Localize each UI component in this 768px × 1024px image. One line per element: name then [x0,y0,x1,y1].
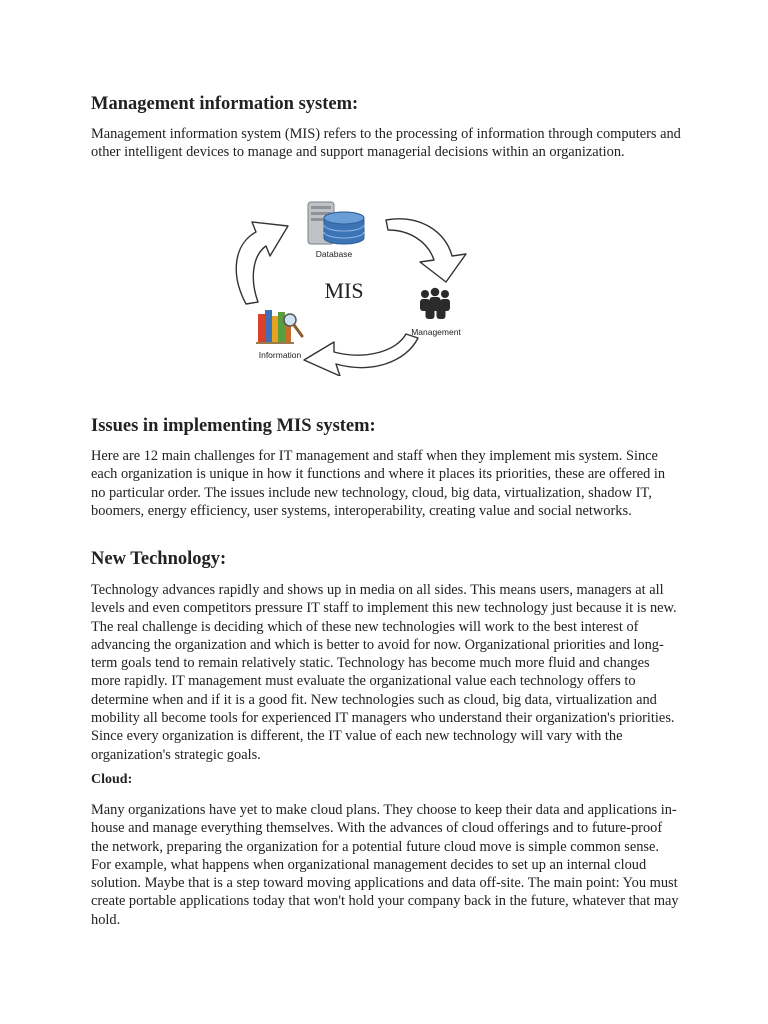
information-label: Information [258,350,302,360]
database-icon [308,202,364,244]
arrow-information-to-database-icon [236,222,288,304]
management-label: Management [411,327,461,337]
arrow-database-to-management-icon [386,219,466,282]
arrow-management-to-information-icon [304,334,418,376]
mis-paragraph: Management information system (MIS) refers to the processing of information through computers and other intelligent devices to manage and support managerial decisions within an organization. [91,126,681,161]
mis-center-label: MIS [324,278,364,303]
mis-cycle-svg [222,196,482,376]
information-books-icon [256,310,302,344]
management-people-icon [420,288,450,319]
cloud-paragraph: Many organizations have yet to make cloud plans. They choose to keep their data and applications in-house and manage everything themselves. With the advances of cloud offerings and to future-proof the network, preparing the organization for a potential future cloud move is simple common sense. For example, what happens when organizational management decides to set up an internal cloud solution. Maybe that is a step toward moving applications and data off-site. The main point: You must create portable applications today that won't hold your company back in the future, whatever that may hold. [91,802,679,928]
mis-heading: Management information system: [91,94,359,114]
database-label: Database [315,249,353,259]
new-technology-paragraph: Technology advances rapidly and shows up in media on all sides. This means users, managers at all levels and even competitors pressure IT staff to implement this new technology just because it is new. The real challenge is deciding which of these new technologies will work to the best interest of advancing the organization and which is better to avoid for now. Organizational priorities and long-term goals tend to remain relatively static. Technology has become much more fluid and changes more rapidly. IT management must evaluate the organizational value each technology offers to determine when and if it is a good fit. New technologies such as cloud, big data, virtualization and mobility all become tools for experienced IT managers who understand their organization's priorities. Since every organization is different, the IT value of each new technology will vary with the organization's strategic goals. [91,582,677,763]
issues-heading: Issues in implementing MIS system: [91,416,376,436]
cloud-heading: Cloud: [91,772,133,787]
new-technology-heading: New Technology: [91,549,227,569]
issues-paragraph: Here are 12 main challenges for IT management and staff when they implement mis system. Since each organization is unique in how it functions and where it places its priorities, these are offered in no particular order. The issues include new technology, cloud, big data, virtualization, shadow IT, boomers, energy efficiency, user systems, interoperability, creating value and social networks. [91,448,666,519]
mis-cycle-diagram [222,196,482,376]
